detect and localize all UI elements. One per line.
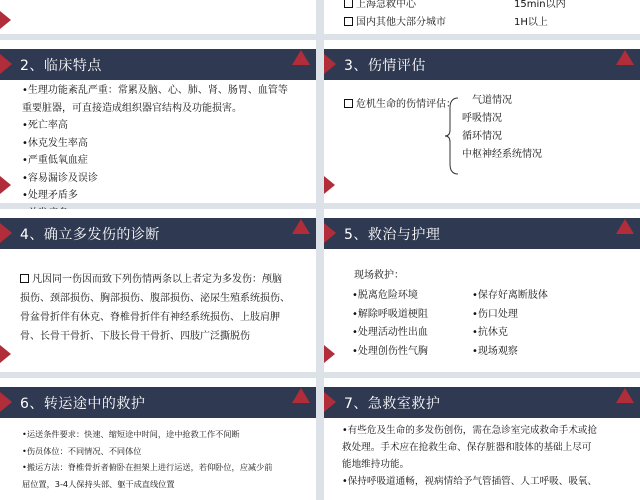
list-item: 能地维持功能。 xyxy=(342,459,410,470)
corner-triangle xyxy=(324,345,335,363)
list-item: •处理活动性出血 xyxy=(352,327,428,338)
checkbox-square-icon xyxy=(344,99,353,108)
corner-triangle xyxy=(616,219,634,234)
title-bar xyxy=(0,218,316,249)
corner-triangle xyxy=(324,223,336,243)
list-item: 重要脏器，可直接造成组织器官结构及功能损害。 xyxy=(22,102,242,114)
corner-triangle xyxy=(292,50,310,65)
table-row xyxy=(344,0,634,14)
corner-triangle xyxy=(616,388,634,403)
assessment-branches xyxy=(462,92,542,164)
text-line: 骨、长骨干骨折、下肢长骨干骨折、四肢广泛撕脱伤 xyxy=(20,331,250,342)
corner-triangle xyxy=(324,176,335,194)
list-item: •搬运方法：脊椎骨折者俯卧在担架上进行运送，若仰卧位，应减少前 xyxy=(22,462,273,472)
brace-icon xyxy=(444,96,460,176)
title-bar xyxy=(324,387,640,418)
list-item: •现场观察 xyxy=(472,345,518,357)
list-item: •处理矛盾多 xyxy=(22,190,78,201)
text-line: 损伤、颈部损伤、胸部损伤、腹部损伤、泌尿生殖系统损伤、 xyxy=(20,293,290,304)
title-bar xyxy=(324,49,640,80)
list-item: •运送条件要求：快速、缩短途中时间，途中抢救工作不间断 xyxy=(22,429,240,439)
slide-title: 7、急救室救护 xyxy=(344,396,441,412)
list-item: •严重低氧血症 xyxy=(22,155,88,166)
response-time-table xyxy=(344,0,634,32)
slide-title: 2、临床特点 xyxy=(20,58,102,74)
list-item: 中枢神经系统情况 xyxy=(462,149,542,160)
corner-triangle xyxy=(0,11,11,29)
checkbox-square-icon xyxy=(344,17,353,26)
row-label: 上海急救中心 xyxy=(356,0,416,10)
list-item: 循环情况 xyxy=(462,131,502,142)
corner-triangle xyxy=(0,392,12,412)
corner-triangle xyxy=(324,54,336,74)
list-item: •抗休克 xyxy=(472,327,508,338)
list-item: 呼吸情况 xyxy=(462,113,502,124)
list-item: 屈位置，3-4人保持头部、躯干成直线位置 xyxy=(22,478,175,489)
slide-body xyxy=(342,422,597,490)
slide-clinical-features xyxy=(0,40,316,200)
list-item: •保存好离断肢体 xyxy=(472,290,548,301)
corner-triangle xyxy=(0,176,11,194)
corner-triangle xyxy=(292,219,310,234)
text-line: 凡因同一伤因而致下列伤情两条以上者定为多发伤：颅脑 xyxy=(20,270,290,289)
corner-triangle xyxy=(0,345,11,363)
corner-triangle xyxy=(616,50,634,65)
slide-body xyxy=(20,270,290,346)
corner-triangle xyxy=(0,223,12,243)
list-item: •解除呼吸道梗阻 xyxy=(352,308,428,320)
slide-emergency-room xyxy=(324,378,640,500)
list-item: •有些危及生命的多发伤创伤，需在急诊室完成救命手术或抢 xyxy=(342,425,598,436)
row-value: 15min以内 xyxy=(514,0,566,10)
slide-diagnosis xyxy=(0,209,316,369)
assessment-lead: 危机生命的伤情评估： xyxy=(344,96,456,114)
list-item: •死亡率高 xyxy=(22,120,68,131)
slide-title: 6、转运途中的救护 xyxy=(20,396,146,412)
title-bar xyxy=(324,218,640,249)
list-item: •休克发生率高 xyxy=(22,137,88,149)
text-line: 骨盆骨折伴有休克、脊椎骨折伴有神经系统损伤、上肢肩胛 xyxy=(20,312,280,323)
list-item: 救处理。手术应在抢救生命、保存脏器和肢体的基础上尽可 xyxy=(342,442,592,453)
corner-triangle xyxy=(292,388,310,403)
list-item: •保持呼吸道通畅，视病情给予气管插管、人工呼吸、吸氧、 xyxy=(342,476,598,487)
slide-title: 3、伤情评估 xyxy=(344,58,426,74)
corner-triangle xyxy=(324,392,336,412)
slide-injury-assessment xyxy=(324,40,640,200)
list-item: •伤口处理 xyxy=(472,308,518,320)
checkbox-square-icon xyxy=(20,274,29,283)
slide-1-fragment xyxy=(0,0,316,34)
list-item: •容易漏诊及误诊 xyxy=(22,172,98,184)
title-bar xyxy=(0,49,316,80)
section-heading: 现场救护： xyxy=(354,270,404,281)
slide-emergency-times-fragment xyxy=(324,0,640,34)
slide-body xyxy=(22,426,272,492)
list-item: 气道情况 xyxy=(472,95,512,106)
table-row xyxy=(344,14,634,32)
left-column xyxy=(352,287,428,361)
slide-separator xyxy=(316,0,324,500)
list-item: •脱离危险环境 xyxy=(352,290,418,301)
row-label: 国内其他大部分城市 xyxy=(356,17,446,28)
row-value: 1H以上 xyxy=(514,17,548,28)
title-bar xyxy=(0,387,316,418)
slide-treatment-care xyxy=(324,209,640,369)
slide-title: 5、救治与护理 xyxy=(344,227,441,243)
list-item: •伤员体位：不同情况、不同体位 xyxy=(22,445,142,456)
slide-transport-care xyxy=(0,378,316,500)
corner-triangle xyxy=(0,54,12,74)
slide-body xyxy=(22,82,288,222)
list-item: •生理功能紊乱严重：常累及脑、心、肺、肾、肠胃、血管等 xyxy=(22,85,288,96)
right-column xyxy=(472,287,548,361)
slide-title: 4、确立多发伤的诊断 xyxy=(20,227,160,243)
checkbox-square-icon xyxy=(344,0,353,8)
list-item: •处理创伤性气胸 xyxy=(352,345,428,357)
